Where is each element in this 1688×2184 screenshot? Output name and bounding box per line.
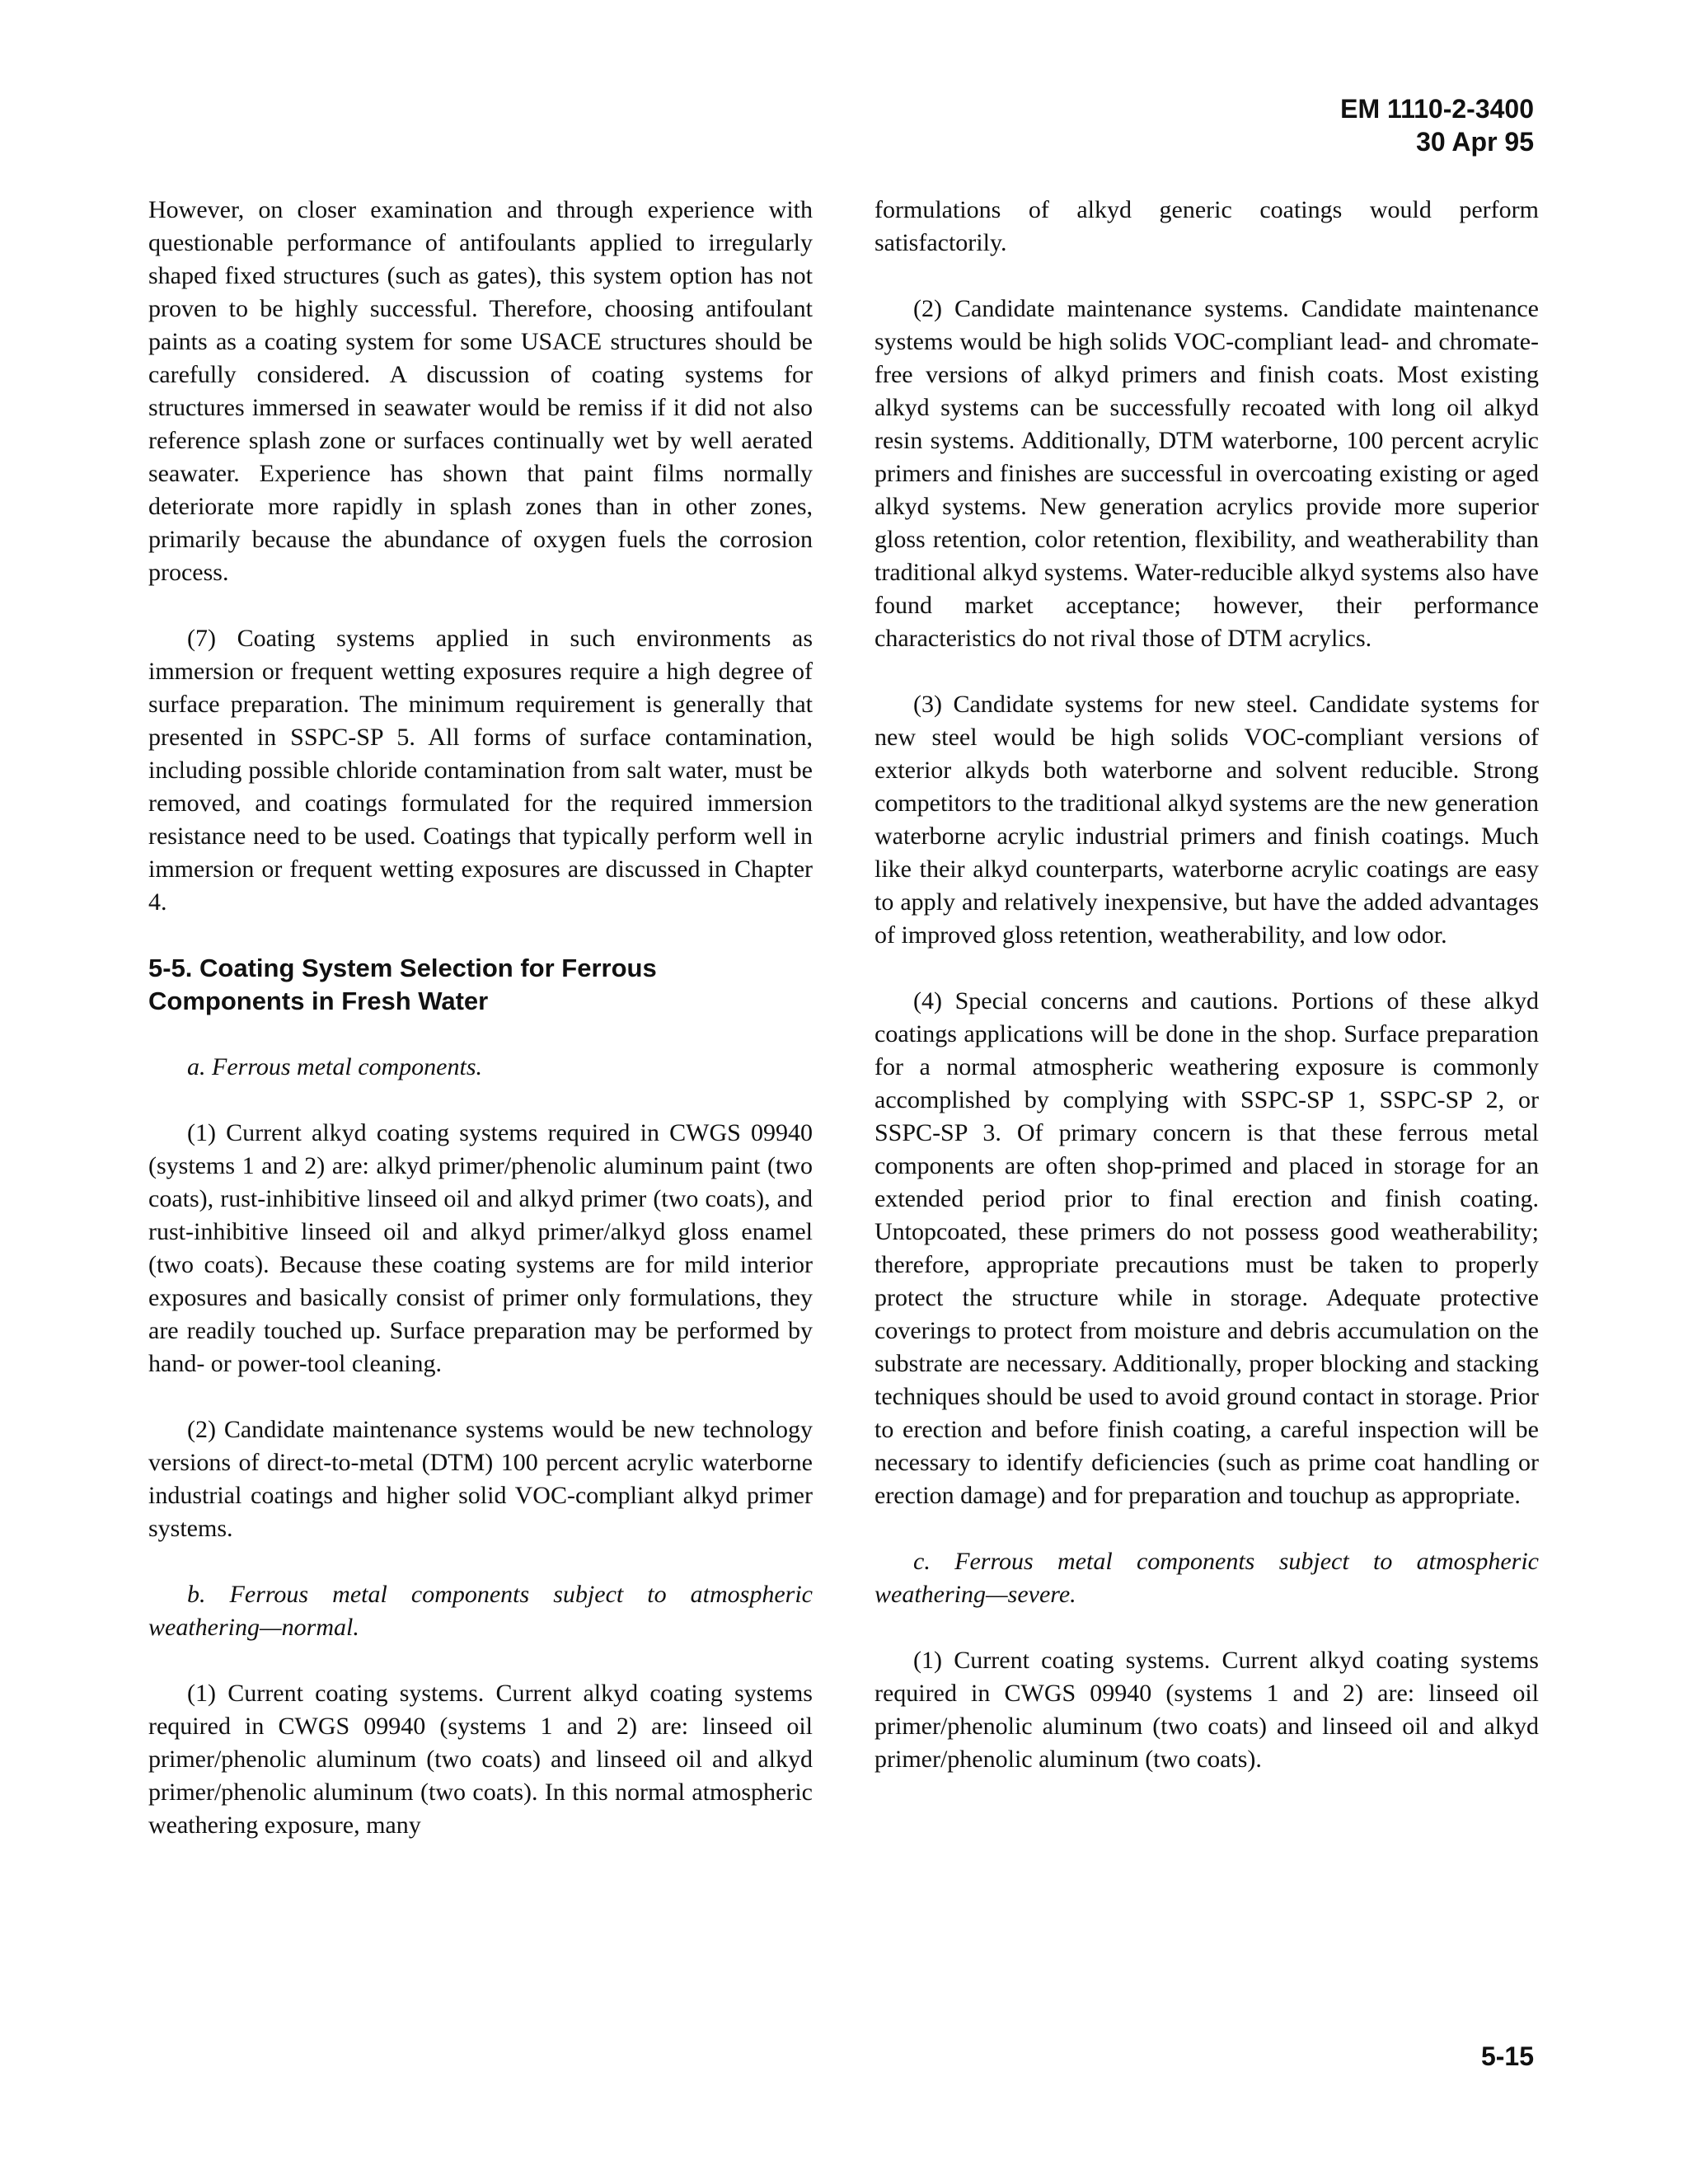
section-heading: 5-5. Coating System Selection for Ferrous Components in Fresh Water [148, 954, 657, 1015]
subsection-b-heading: b. Ferrous metal components subject to atmospheric weathering—normal. [148, 1581, 813, 1641]
document-number: EM 1110-2-3400 [1340, 94, 1534, 124]
paragraph-intro: However, on closer examination and through experience with questionable performance of antifoulants applied to irregularly shaped fixed structures (such as gates), this system option has not proven to be highly successful. Therefore, choosing antifoulant paints as a coating system for some USACE structures should be carefully considered. A discussion of coating systems for structures immersed in seawater would be remiss if it did not also reference splash zone or surfaces continually wet by well aerated seawater. Experience has shown that paint films normally deteriorate more rapidly in splash zones than in other zones, primarily because the abundance of oxygen fuels the corrosion process. [148, 196, 813, 586]
paragraph-c1: (1) Current coating systems. Current alkyd coating systems required in CWGS 09940 (systems 1 and 2) are: linseed oil primer/phenolic aluminum (two coats) and linseed oil and alkyd primer/phenolic aluminum (two coats). [874, 1647, 1539, 1773]
paragraph-b3: (3) Candidate systems for new steel. Candidate systems for new steel would be high solids VOC-compliant versions of exterior alkyds both waterborne and solvent reducible. Strong competitors to the traditional alkyd systems are the new generation waterborne acrylic industrial primers and finish coatings. Much like their alkyd counterparts, waterborne acrylic coatings are easy to apply and relatively inexpensive, but have the added advantages of improved gloss retention, weatherability, and low odor. [874, 691, 1539, 949]
page-number: 5-15 [1480, 2041, 1534, 2071]
paragraph-b4: (4) Special concerns and cautions. Portions of these alkyd coatings applications will be done in the shop. Surface preparation for a normal atmospheric weathering exposure is commonly accomplished by complying with SSPC-SP 1, SSPC-SP 2, or SSPC-SP 3. Of primary concern is that these ferrous metal components are often shop-primed and placed in storage for an extended period prior to final erection and finish coating. Untopcoated, these primers do not possess good weatherability; therefore, appropriate precautions must be taken to properly protect the structure while in storage. Adequate protective coverings to protect from moisture and debris accumulation on the substrate are necessary. Additionally, proper blocking and stacking techniques should be used to avoid ground contact in storage. Prior to erection and before finish coating, a careful inspection will be necessary to identify deficiencies (such as prime coat handling or erection damage) and for preparation and touchup as appropriate. [874, 987, 1539, 1509]
paragraph-a2: (2) Candidate maintenance systems would be new technology versions of direct-to-metal (DTM) 100 percent acrylic waterborne industrial coatings and higher solid VOC-compliant alkyd primer systems. [148, 1416, 813, 1542]
right-column [874, 194, 1539, 1809]
document-date: 30 Apr 95 [1416, 127, 1534, 157]
paragraph-b1: (1) Current coating systems. Current alkyd coating systems required in CWGS 09940 (systems 1 and 2) are: linseed oil primer/phenolic aluminum (two coats) and linseed oil and alkyd primer/phenolic aluminum (two coats). In this normal atmospheric weathering exposure, many [148, 1680, 813, 1839]
paragraph-b1-continued: formulations of alkyd generic coatings would perform satisfactorily. [874, 196, 1539, 256]
paragraph-7: (7) Coating systems applied in such environments as immersion or frequent wetting exposures require a high degree of surface preparation. The minimum requirement is generally that presented in SSPC-SP 5. All forms of surface contamination, including possible chloride contamination from salt water, must be removed, and coatings formulated for the required immersion resistance need to be used. Coatings that typically perform well in immersion or frequent wetting exposures are discussed in Chapter 4. [148, 625, 813, 916]
page-header [1340, 92, 1534, 158]
left-column [148, 194, 813, 1875]
paragraph-b2: (2) Candidate maintenance systems. Candidate maintenance systems would be high solids VOC-compliant lead- and chromate-free versions of alkyd primers and finish coats. Most existing alkyd systems can be successfully recoated with long oil alkyd resin systems. Additionally, DTM waterborne, 100 percent acrylic primers and finishes are successful in overcoating existing or aged alkyd systems. New generation acrylics provide more superior gloss retention, color retention, flexibility, and weatherability than traditional alkyd systems. Water-reducible alkyd systems also have found market acceptance; however, their performance characteristics do not rival those of DTM acrylics. [874, 295, 1539, 652]
subsection-a-heading: a. Ferrous metal components. [187, 1053, 483, 1080]
subsection-c-heading: c. Ferrous metal components subject to atmospheric weathering—severe. [874, 1548, 1539, 1608]
paragraph-a1: (1) Current alkyd coating systems required in CWGS 09940 (systems 1 and 2) are: alkyd primer/phenolic aluminum paint (two coats), rust-inhibitive linseed oil and alkyd primer (two coats), and rust-inhibitive linseed oil and alkyd primer/alkyd gloss enamel (two coats). Because these coating systems are for mild interior exposures and basically consist of primer only formulations, they are readily touched up. Surface preparation may be performed by hand- or power-tool cleaning. [148, 1119, 813, 1377]
